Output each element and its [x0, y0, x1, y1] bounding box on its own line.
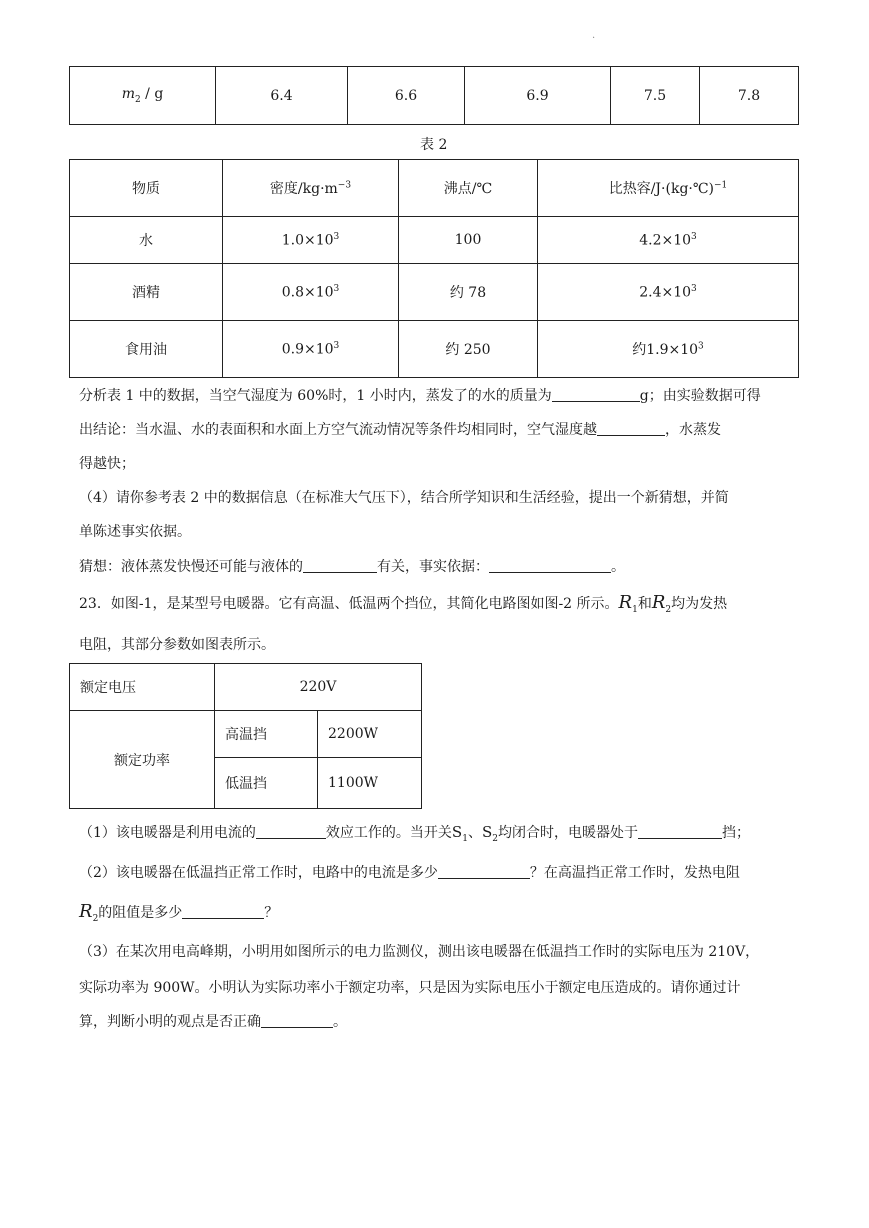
question-23-2: （2）该电暖器在低温挡正常工作时，电路中的电流是多少 ？在高温挡正常工作时，发热电阻 — [79, 865, 740, 881]
table-row — [70, 217, 799, 264]
heat-value: 约$1.9\times 10^3$ — [538, 321, 799, 378]
substance-name: 水 — [70, 217, 223, 264]
answer-blank[interactable] — [256, 824, 326, 839]
rated-power-label: 额定功率 — [70, 711, 215, 809]
question-23-3-cont: 实际功率为 900W。小明认为实际功率小于额定功率，只是因为实际电压小于额定电压造成的。请你通过计 — [79, 980, 741, 996]
table-row — [70, 67, 799, 125]
answer-blank[interactable] — [597, 421, 665, 436]
header-substance: 物质 — [70, 160, 223, 217]
boiling-value: 100 — [399, 217, 538, 264]
question-23-cont: 电阻，其部分参数如图表所示。 — [79, 637, 275, 653]
density-value: $0.8\times 10^3$ — [223, 264, 399, 321]
boiling-value: 约 250 — [399, 321, 538, 378]
table-row — [70, 321, 799, 378]
table-2-title: 表 2 — [420, 137, 448, 153]
header-density: 密度$/kg\cdot m^{-3}$ — [223, 160, 399, 217]
answer-blank[interactable] — [438, 864, 530, 879]
page-mark: . — [592, 30, 596, 41]
header-heat: 比热容/J·(kg·℃)$^{-1}$ — [538, 160, 799, 217]
answer-blank[interactable] — [552, 387, 640, 402]
rated-voltage-label: 额定电压 — [70, 664, 215, 711]
paragraph-conclusion: 出结论：当水温、水的表面积和水面上方空气流动情况等条件均相同时，空气湿度越 ，水蒸发 — [79, 422, 721, 438]
heat-value: $4.2\times 10^3$ — [538, 217, 799, 264]
question-23: 23．如图-1，是某型号电暖器。它有高温、低温两个挡位，其简化电路图如图-2 所示。$R_1$和$R_2$均为发热 — [79, 592, 728, 615]
table-header-row — [70, 160, 799, 217]
question-23-1: （1）该电暖器是利用电流的 效应工作的。当开关$S_1$、$S_2$均闭合时，电暖器处于 挡； — [79, 823, 750, 844]
answer-blank[interactable] — [638, 824, 722, 839]
density-value: $1.0\times 10^3$ — [223, 217, 399, 264]
row-label: $m_2$ / g — [70, 67, 216, 125]
question-4: （4）请你参考表 2 中的数据信息（在标准大气压下），结合所学知识和生活经验，提出一个新猜想，并简 — [79, 490, 729, 506]
question-23-3: （3）在某次用电高峰期，小明用如图所示的电力监测仪，测出该电暖器在低温挡工作时的实际电压为 210V， — [79, 944, 760, 960]
substance-name: 酒精 — [70, 264, 223, 321]
table-cell: 6.4 — [216, 67, 348, 125]
paragraph-analysis: 分析表 1 中的数据，当空气湿度为 60%时，1 小时内，蒸发了的水的质量为 g；由实验数据可得 — [79, 388, 761, 404]
paragraph-conclusion-end: 得越快； — [79, 456, 135, 472]
table-row — [70, 711, 422, 758]
high-mode-label: 高温挡 — [215, 711, 318, 758]
table-1 — [69, 66, 799, 125]
question-4-cont: 单陈述事实依据。 — [79, 524, 191, 540]
boiling-value: 约 78 — [399, 264, 538, 321]
low-mode-value: 1100W — [318, 758, 422, 809]
question-23-2-cont: $R_2$的阻值是多少 ？ — [79, 901, 279, 924]
answer-blank[interactable] — [303, 558, 377, 573]
table-cell: 6.6 — [348, 67, 465, 125]
table-cell: 6.9 — [465, 67, 611, 125]
header-boiling: 沸点/℃ — [399, 160, 538, 217]
substance-name: 食用油 — [70, 321, 223, 378]
rated-voltage-value: 220V — [215, 664, 422, 711]
question-23-3-end: 算，判断小明的观点是否正确 。 — [79, 1014, 347, 1030]
table-row — [70, 664, 422, 711]
high-mode-value: 2200W — [318, 711, 422, 758]
guess-line: 猜想：液体蒸发快慢还可能与液体的 有关，事实依据： 。 — [79, 559, 625, 575]
table-row — [70, 264, 799, 321]
table-cell: 7.5 — [611, 67, 700, 125]
answer-blank[interactable] — [182, 904, 264, 919]
answer-blank[interactable] — [261, 1013, 333, 1028]
table-cell: 7.8 — [700, 67, 799, 125]
answer-blank[interactable] — [489, 558, 611, 573]
parameter-table — [69, 663, 422, 809]
density-value: $0.9\times 10^3$ — [223, 321, 399, 378]
low-mode-label: 低温挡 — [215, 758, 318, 809]
table-2 — [69, 159, 799, 378]
heat-value: $2.4\times 10^3$ — [538, 264, 799, 321]
